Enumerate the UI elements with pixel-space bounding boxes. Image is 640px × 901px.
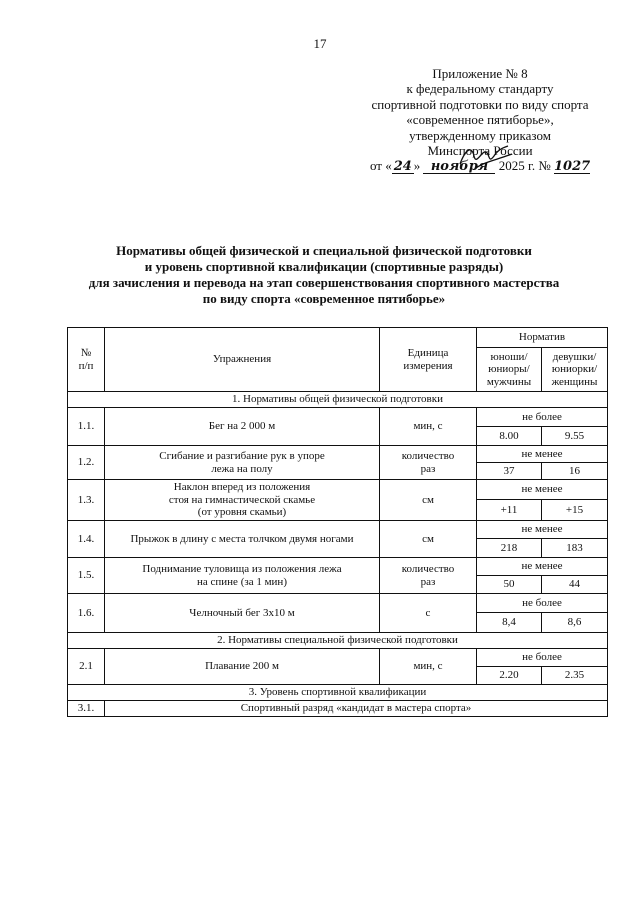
row-unit: с: [380, 594, 477, 633]
row-qualifier: не более: [477, 594, 608, 613]
row-male-value: +11: [477, 500, 542, 521]
row-num: 1.3.: [68, 480, 105, 521]
row-male-value: 8,4: [477, 613, 542, 633]
row-exercise: Поднимание туловища из положения лежа на спине (за 1 мин): [105, 558, 380, 594]
header-exercise: Упражнения: [105, 328, 380, 392]
header-norm: Норматив: [477, 328, 608, 348]
order-number: 1027: [554, 159, 591, 175]
row-female-value: 16: [542, 463, 608, 480]
row-num: 3.1.: [68, 701, 105, 717]
row-qualifier: не менее: [477, 558, 608, 576]
annex-line: к федеральному стандарту: [406, 81, 554, 97]
row-num: 1.6.: [68, 594, 105, 633]
row-qualifier: не менее: [477, 480, 608, 500]
row-qualifier: не более: [477, 408, 608, 427]
annex-line: спортивной подготовки по виду спорта: [371, 96, 589, 112]
row-female-value: 9.55: [542, 427, 608, 446]
page-number: 17: [313, 36, 327, 51]
document-title: [44, 243, 604, 307]
row-unit: количество раз: [380, 558, 477, 594]
table-row: [68, 558, 608, 576]
section-row: [68, 392, 608, 408]
section-title: 1. Нормативы общей физической подготовки: [68, 392, 608, 408]
row-qualifier: не менее: [477, 446, 608, 463]
order-prefix: от «: [369, 158, 392, 174]
row-num: 1.5.: [68, 558, 105, 594]
section-row: [68, 685, 608, 701]
row-male-value: 218: [477, 539, 542, 558]
order-year: 2025 г. №: [498, 158, 551, 174]
row-qualifier: не более: [477, 649, 608, 667]
row-exercise: Плавание 200 м: [105, 649, 380, 685]
table-row: [68, 701, 608, 717]
row-male-value: 8.00: [477, 427, 542, 446]
table-row: [68, 521, 608, 539]
table-row: [68, 446, 608, 463]
table-row: [68, 480, 608, 500]
table-row: [68, 594, 608, 613]
row-qualifier: не менее: [477, 521, 608, 539]
header-male: юноши/ юниоры/ мужчины: [477, 348, 542, 392]
annex-line: «современное пятиборье»,: [406, 112, 554, 128]
section-title: 3. Уровень спортивной квалификации: [68, 685, 608, 701]
row-male-value: 37: [477, 463, 542, 480]
annex-line: утвержденному приказом: [409, 127, 551, 143]
row-unit: см: [380, 521, 477, 558]
signature-icon: [456, 142, 516, 172]
row-female-value: 44: [542, 576, 608, 594]
norms-table: [67, 327, 608, 717]
row-female-value: 2.35: [542, 667, 608, 685]
row-num: 2.1: [68, 649, 105, 685]
annex-title: Приложение № 8: [432, 66, 528, 81]
row-unit: мин, с: [380, 408, 477, 446]
order-month: ноября: [423, 160, 495, 174]
row-exercise: Челночный бег 3х10 м: [105, 594, 380, 633]
section-title: 2. Нормативы специальной физической подготовки: [68, 633, 608, 649]
row-female-value: +15: [542, 500, 608, 521]
title-line: Нормативы общей физической и специальной физической подготовки: [116, 243, 532, 258]
header-female: девушки/ юниорки/ женщины: [542, 348, 608, 392]
row-female-value: 183: [542, 539, 608, 558]
row-exercise: Прыжок в длину с места толчком двумя ногами: [105, 521, 380, 558]
order-mid: »: [413, 158, 421, 174]
row-exercise: Спортивный разряд «кандидат в мастера спорта»: [105, 701, 608, 717]
row-exercise: Наклон вперед из положения стоя на гимнастической скамье (от уровня скамьи): [105, 480, 380, 521]
header-unit: Единица измерения: [380, 328, 477, 392]
row-num: 1.1.: [68, 408, 105, 446]
row-exercise: Бег на 2 000 м: [105, 408, 380, 446]
row-exercise: Сгибание и разгибание рук в упоре лежа на полу: [105, 446, 380, 480]
row-male-value: 2.20: [477, 667, 542, 685]
title-line: по виду спорта «современное пятиборье»: [202, 291, 446, 306]
row-num: 1.2.: [68, 446, 105, 480]
table-row: [68, 649, 608, 667]
row-unit: мин, с: [380, 649, 477, 685]
table-row: [68, 408, 608, 427]
row-unit: количество раз: [380, 446, 477, 480]
row-male-value: 50: [477, 576, 542, 594]
title-line: для зачисления и перевода на этап совершенствования спортивного мастерства: [88, 275, 560, 290]
section-row: [68, 633, 608, 649]
header-num: № п/п: [68, 328, 105, 392]
annex-line: Минспорта России: [427, 143, 533, 159]
row-female-value: 8,6: [542, 613, 608, 633]
order-day: 24: [393, 159, 412, 175]
title-line: и уровень спортивной квалификации (спортивные разряды): [144, 259, 504, 274]
row-num: 1.4.: [68, 521, 105, 558]
row-unit: см: [380, 480, 477, 521]
